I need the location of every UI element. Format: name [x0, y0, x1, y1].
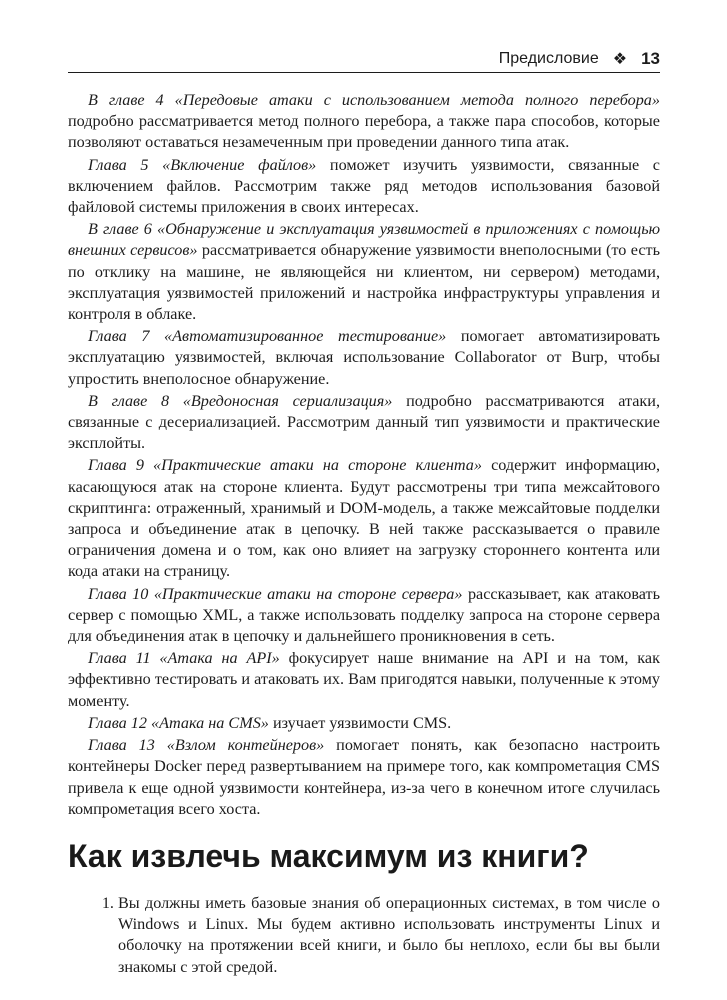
page-body — [68, 90, 660, 978]
header-section-title: Предисловие — [498, 50, 599, 67]
section-heading: Как извлечь максимум из книги? — [68, 837, 589, 874]
chapter-title: В главе 6 «Обнаружение и эксплуатация уязвимостей в приложениях с помощью внешних сервисов» — [68, 220, 660, 260]
chapter-title: Глава 7 «Автоматизированное тестирование» — [88, 327, 447, 346]
chapter-paragraph — [68, 391, 660, 455]
chapter-paragraph — [68, 219, 660, 325]
chapter-paragraph — [68, 648, 660, 712]
chapter-title: Глава 5 «Включение файлов» — [88, 155, 317, 174]
chapter-text: фокусирует наше внимание на API и на том, как эффективно тестировать и атаковать их. Вам пригодятся навыки, полученные к этому моменту. — [68, 649, 660, 710]
chapter-title: Глава 13 «Взлом контейнеров» — [88, 736, 325, 755]
requirements-list — [68, 893, 660, 978]
chapter-text: помогает автоматизировать эксплуатацию уязвимостей, включая использование Collaborator от Burp, чтобы упростить внеполосное обнаружение. — [68, 327, 660, 388]
chapter-text: подробно рассматриваются атаки, связанные с десериализацией. Рассмотрим данный тип уязвимости и практические эксплойты. — [68, 391, 660, 453]
page-number: 13 — [641, 49, 660, 68]
running-header — [68, 47, 660, 71]
chapter-text: поможет изучить уязвимости, связанные с включением файлов. Рассмотрим также ряд методов использования базовой файловой системы приложения в своих интересах. — [68, 155, 660, 217]
chapter-title: В главе 8 «Вредоносная сериализация» — [88, 391, 393, 410]
chapter-paragraph — [68, 735, 660, 820]
chapter-title: Глава 11 «Атака на API» — [88, 649, 280, 668]
chapter-text: рассказывает, как атаковать сервер с помощью XML, а также использовать подделку запроса на стороне сервера для объединения атак в цепочку и дальнейшего проникновения в сеть. — [68, 584, 660, 646]
header-rule — [68, 72, 660, 73]
list-item: 1. Вы должны иметь базовые знания об операционных системах, в том числе о Windows и Linux. Мы будем активно использовать инструменты Linux и оболочку на протяжении всей книги, и было бы неплохо, если бы вы были знакомы с этой средой. — [118, 893, 660, 978]
chapter-title: Глава 12 «Атака на CMS» — [88, 713, 269, 732]
chapter-text: содержит информацию, касающуюся атак на стороне клиента. Будут рассмотрены три типа межсайтового скриптинга: отраженный, хранимый и DOM-модель, а также межсайтовые подделки запроса и объединение атак в цепочку. В ней также рассказывается о правиле ограничения домена и о том, как оно влияет на загрузку стороннего контента или кода атаки на страницу. — [68, 456, 661, 581]
chapter-paragraph — [68, 90, 660, 154]
chapter-text: помогает понять, как безопасно настроить контейнеры Docker перед развертыванием на примере того, как компрометация CMS привела к еще одной уязвимости контейнера, из-за чего в конечном итоге случилась компрометация всего хоста. — [68, 736, 661, 818]
chapter-paragraph — [68, 155, 660, 219]
chapter-paragraph — [68, 326, 660, 390]
book-page — [68, 0, 660, 1000]
header-ornament-icon: ❖ — [612, 51, 628, 68]
chapter-title: Глава 9 «Практические атаки на стороне клиента» — [88, 456, 482, 475]
chapter-text: подробно рассматривается метод полного перебора, а также пара способов, которые позволяют оставаться незамеченным при проведении данного типа атак. — [68, 112, 660, 152]
chapter-paragraph — [68, 584, 660, 648]
chapter-title: Глава 10 «Практические атаки на стороне сервера» — [88, 584, 463, 603]
chapter-title: В главе 4 «Передовые атаки с использованием метода полного перебора» — [88, 91, 660, 109]
chapter-text: рассматривается обнаружение уязвимости внеполосными (то есть по отклику на машине, не являющейся ни клиентом, ни сервером) методами, эксплуатация уязвимостей приложений и настройка инфраструктуры управления и контроля в облаке. — [68, 241, 661, 324]
chapter-paragraph — [68, 455, 660, 582]
chapter-text: изучает уязвимости CMS. — [268, 713, 452, 732]
chapter-paragraph — [68, 713, 660, 734]
